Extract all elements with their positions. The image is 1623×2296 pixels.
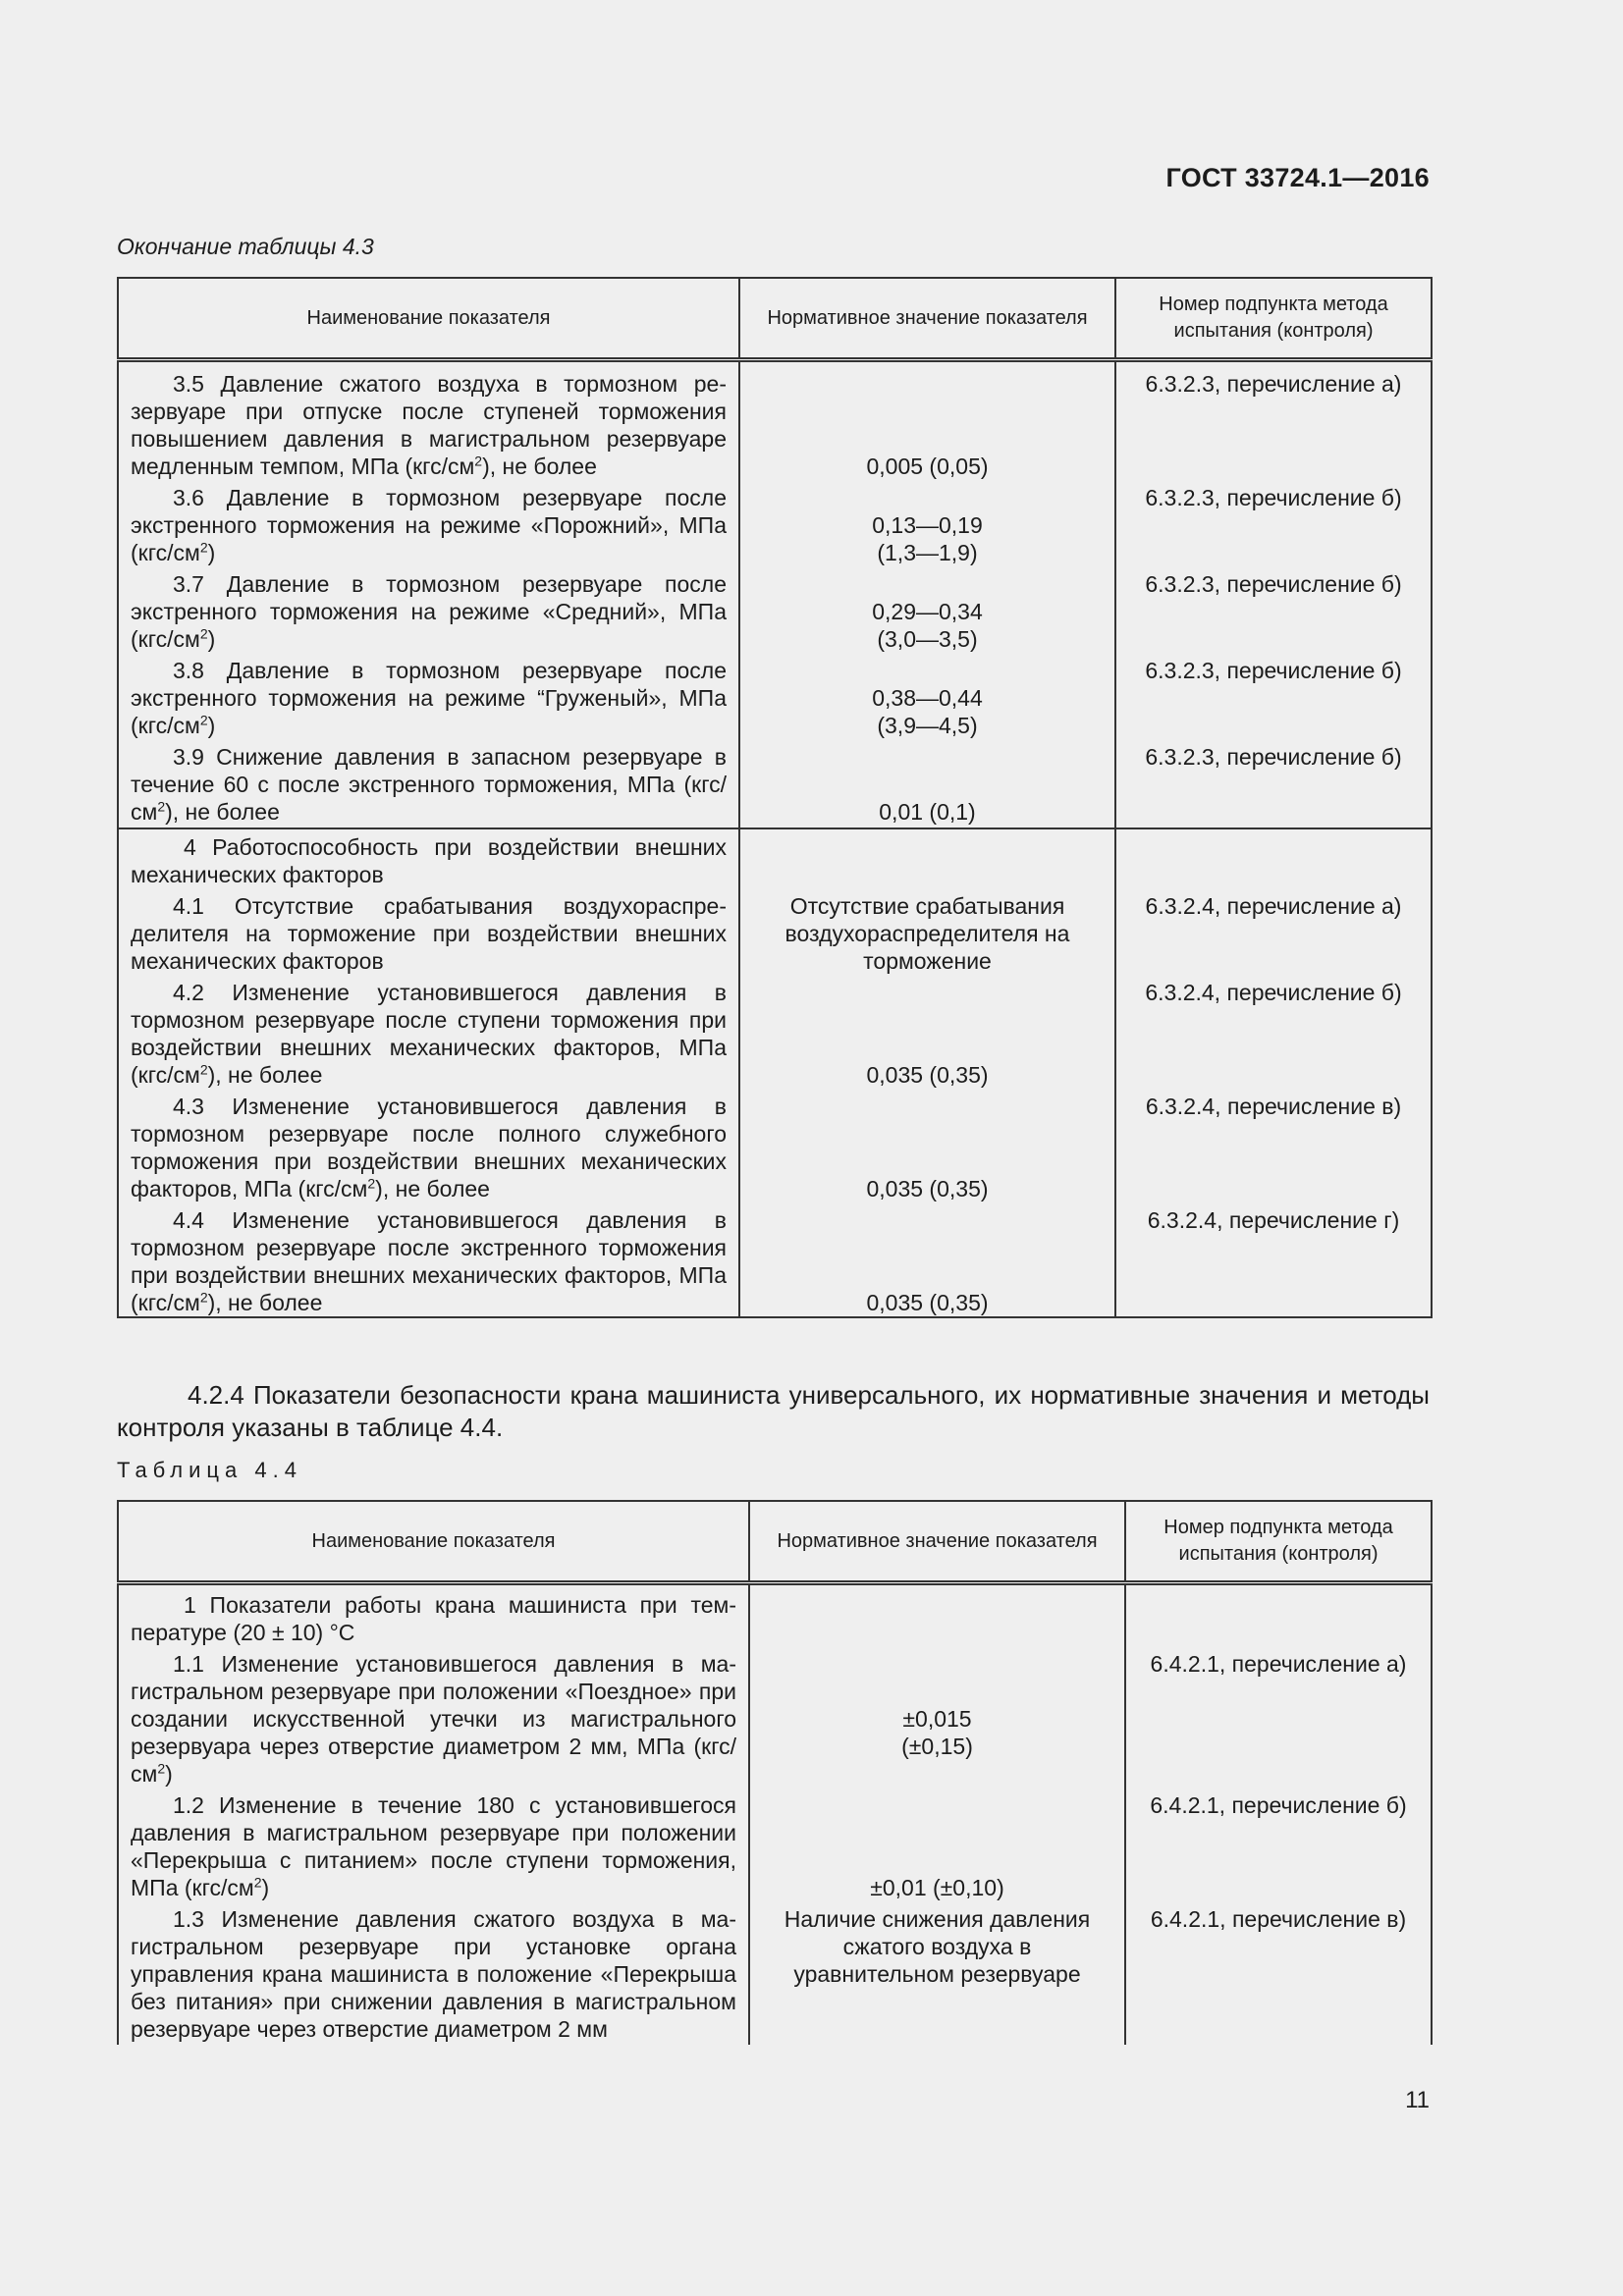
row-ref: 6.4.2.1, перечисление а) [1125,1646,1432,1788]
table-row [118,653,1432,739]
table-continuation-caption: Окончание таблицы 4.3 [117,234,374,259]
row-value: ±0,01 (±0,10) [749,1788,1125,1901]
table-row [118,828,1432,888]
row-name: 3.5 Давление сжатого воздуха в тормозном резервуаре при отпуске после ступеней торможения повышением давления в магистральном резервуаре медленным темпом, МПа $(кгс/см^2)$, не более [118,360,739,481]
table-row [118,480,1432,566]
document-code: ГОСТ 33724.1—2016 [1165,163,1430,192]
column-header-method: Номер подпункта метода испытания (контроля) [1125,1501,1432,1583]
row-value: 0,035 (0,35) [739,1089,1115,1202]
table-row [118,1646,1432,1788]
row-ref: 6.3.2.4, перечисление б) [1115,975,1432,1089]
table-row [118,566,1432,653]
row-value: 0,29—0,34 (3,0—3,5) [739,566,1115,653]
row-name: 1 Показатели работы крана машиниста при температуре (20 ± 10) °С [118,1583,749,1647]
column-header-name: Наименование показателя [118,278,739,360]
row-name: 1.2 Изменение в течение 180 с установившегося давления в магистральном резервуаре при положении «Перекрыша с питанием» после ступени торможения, МПа $(кгс/см^2)$ [118,1788,749,1901]
row-value: 0,035 (0,35) [739,1202,1115,1317]
row-ref [1125,1583,1432,1647]
row-ref: 6.3.2.4, перечисление а) [1115,888,1432,975]
row-name: 4.4 Изменение установившегося давления в тормозном резервуаре после экстренного торможения при воздействии внешних механических факторов, МПа $(кгс/см^2)$, не более [118,1202,739,1317]
table-row [118,1788,1432,1901]
table-row [118,888,1432,975]
table-row [118,1089,1432,1202]
row-ref: 6.3.2.3, перечисление б) [1115,739,1432,828]
table-4-4-caption: Таблица 4.4 [117,1458,302,1482]
row-name: 1.3 Изменение давления сжатого воздуха в магистральном резервуаре при установке органа управления крана машиниста в положение «Перекрыша без питания» при снижении давления в магистральном резервуаре через отверстие диаметром 2 мм [118,1901,749,2045]
row-value [749,1583,1125,1647]
row-name: 3.6 Давление в тормозном резервуаре после экстренного торможения на режиме «Порожний», МПа $(кгс/см^2)$ [118,480,739,566]
row-value: 0,035 (0,35) [739,975,1115,1089]
page-number: 11 [1405,2087,1430,2113]
column-header-value: Нормативное значение показателя [739,278,1115,360]
indicators-table-4-4 [117,1500,1433,2045]
row-value: 0,13—0,19 (1,3—1,9) [739,480,1115,566]
row-name: 4.3 Изменение установившегося давления в тормозном резервуаре после полного служебного торможения при воздействии внешних механических факторов, МПа $(кгс/см^2)$, не более [118,1089,739,1202]
column-header-method: Номер подпункта метода испытания (контроля) [1115,278,1432,360]
row-ref [1115,828,1432,888]
table-row [118,1901,1432,2045]
table-row [118,1583,1432,1647]
indicators-table-4-3 [117,277,1433,1318]
column-header-value: Нормативное значение показателя [749,1501,1125,1583]
row-name: 3.9 Снижение давления в запасном резервуаре в течение 60 с после экстренного торможения, МПа $(кгс/см^2)$, не более [118,739,739,828]
table-row [118,739,1432,828]
table-row [118,1202,1432,1317]
row-ref: 6.3.2.3, перечисление б) [1115,566,1432,653]
row-name: 3.7 Давление в тормозном резервуаре после экстренного торможения на режиме «Средний», МПа $(кгс/см^2)$ [118,566,739,653]
table-row [118,975,1432,1089]
table-row [118,360,1432,481]
clause-4-2-4-paragraph: 4.2.4 Показатели безопасности крана машиниста универсального, их нормативные значения и методы контроля указаны в таблице 4.4. [117,1380,1430,1442]
row-ref: 6.3.2.3, перечисление б) [1115,480,1432,566]
row-ref: 6.3.2.3, перечисление а) [1115,360,1432,481]
row-name: 4 Работоспособность при воздействии внешних механических факторов [118,828,739,888]
row-value: ±0,015 (±0,15) [749,1646,1125,1788]
row-ref: 6.4.2.1, перечисление в) [1125,1901,1432,2045]
row-value: 0,01 (0,1) [739,739,1115,828]
row-value [739,828,1115,888]
row-value: 0,38—0,44 (3,9—4,5) [739,653,1115,739]
row-name: 1.1 Изменение установившегося давления в магистральном резервуаре при положении «Поездное» при создании искусственной утечки из магистрального резервуара через отверстие диаметром 2 мм, МПа $(кгс/см^2)$ [118,1646,749,1788]
row-ref: 6.3.2.4, перечисление г) [1115,1202,1432,1317]
row-name: 3.8 Давление в тормозном резервуаре после экстренного торможения на режиме “Груженый», МПа $(кгс/см^2)$ [118,653,739,739]
row-ref: 6.4.2.1, перечисление б) [1125,1788,1432,1901]
row-value: Наличие снижения давления сжатого воздуха в уравнительном резервуаре [749,1901,1125,2045]
row-value: Отсутствие срабатывания воздухораспределителя на торможение [739,888,1115,975]
row-ref: 6.3.2.4, перечисление в) [1115,1089,1432,1202]
row-name: 4.1 Отсутствие срабатывания воздухораспределителя на торможение при воздействии внешних механических факторов [118,888,739,975]
row-name: 4.2 Изменение установившегося давления в тормозном резервуаре после ступени торможения при воздействии внешних механических факторов, МПа $(кгс/см^2)$, не более [118,975,739,1089]
column-header-name: Наименование показателя [118,1501,749,1583]
row-ref: 6.3.2.3, перечисление б) [1115,653,1432,739]
row-value: 0,005 (0,05) [739,360,1115,481]
